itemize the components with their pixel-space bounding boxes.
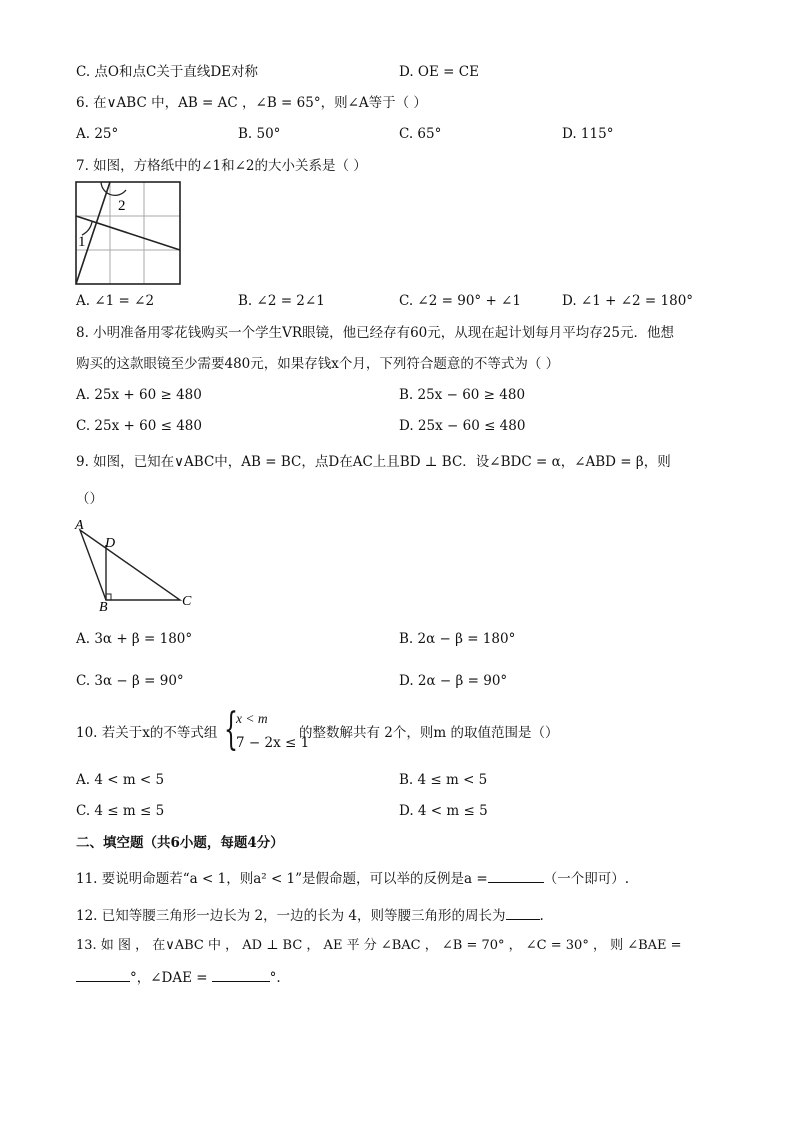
q12-answer-blank[interactable]: [506, 906, 540, 920]
q10-option-b: B. 4 ≤ m < 5: [399, 772, 488, 788]
q13-answer-blank-1[interactable]: [76, 968, 130, 982]
q6-option-c: C. 65°: [399, 126, 442, 142]
q6-option-d: D. 115°: [562, 126, 614, 142]
q7-option-c: C. ∠2 = 90° + ∠1: [399, 293, 521, 309]
q13-line2-end: °.: [269, 970, 281, 986]
q13-stem-line2: [76, 968, 281, 987]
section-heading: 二、填空题（共6小题，每题4分）: [76, 835, 284, 851]
q10-system-brace: {: [224, 704, 238, 755]
q9-label-d: D: [105, 536, 116, 551]
q9-option-c: C. 3α − β = 90°: [76, 673, 184, 689]
q8-option-c: C. 25x + 60 ≤ 480: [76, 418, 202, 434]
q6-stem: 6. 在∨ABC 中，AB = AC ，∠B = 65°，则∠A等于（ ）: [76, 95, 427, 111]
q10-option-d: D. 4 < m ≤ 5: [399, 803, 488, 819]
q8-option-b: B. 25x − 60 ≥ 480: [399, 387, 526, 403]
q7-stem: 7. 如图，方格纸中的∠1和∠2的大小关系是（ ）: [76, 158, 367, 174]
q10-system-line2: 7 − 2x ≤ 1: [236, 735, 310, 751]
q13-line2-mid: °，∠DAE =: [130, 970, 208, 986]
q9-label-a: A: [75, 518, 84, 533]
q8-stem-line2: 购买的这款眼镜至少需要480元，如果存钱x个月，下列符合题意的不等式为（ ）: [76, 356, 560, 372]
q7-option-d: D. ∠1 + ∠2 = 180°: [562, 293, 694, 309]
q7-angle-1-label: 1: [78, 234, 86, 250]
q10-stem-post: 的整数解共有 2个，则m 的取值范围是（）: [299, 725, 559, 741]
q12-stem: [76, 906, 544, 925]
q6-option-b: B. 50°: [238, 126, 281, 142]
q9-label-b: B: [99, 600, 108, 614]
q11-answer-blank[interactable]: [488, 869, 544, 883]
q9-option-b: B. 2α − β = 180°: [399, 631, 516, 647]
q11-stem: [76, 869, 629, 888]
q10-option-c: C. 4 ≤ m ≤ 5: [76, 803, 165, 819]
q8-option-a: A. 25x + 60 ≥ 480: [76, 387, 202, 403]
q7-angle-2-label: 2: [118, 198, 126, 214]
q13-stem-line1: 13. 如 图 ， 在∨ABC 中 ， AD ⊥ BC ， AE 平 分 ∠BAC ， ∠B = 70° ， ∠C = 30° ， 则 ∠BAE =: [76, 938, 682, 953]
q5-option-d: D. OE = CE: [399, 64, 479, 80]
q9-stem-line1: 9. 如图，已知在∨ABC中，AB = BC，点D在AC上且BD ⊥ BC．设∠BDC = α，∠ABD = β，则: [76, 454, 671, 470]
q7-option-a: A. ∠1 = ∠2: [76, 293, 155, 309]
q10-option-a: A. 4 < m < 5: [76, 772, 165, 788]
q9-triangle-figure: [72, 514, 202, 614]
q9-option-d: D. 2α − β = 90°: [399, 673, 508, 689]
q7-grid-figure: [74, 180, 182, 286]
q8-option-d: D. 25x − 60 ≤ 480: [399, 418, 526, 434]
q8-stem-line1: 8. 小明准备用零花钱购买一个学生VR眼镜，他已经存有60元，从现在起计划每月平均存25元．他想: [76, 325, 674, 341]
q11-stem-post: （一个即可）.: [543, 871, 629, 887]
q12-stem-pre: 12. 已知等腰三角形一边长为 2，一边的长为 4，则等腰三角形的周长为: [76, 908, 506, 924]
q9-option-a: A. 3α + β = 180°: [76, 631, 193, 647]
q12-stem-post: .: [539, 908, 544, 924]
q13-answer-blank-2[interactable]: [212, 968, 270, 982]
q5-option-c: C. 点O和点C关于直线DE对称: [76, 64, 259, 80]
q6-option-a: A. 25°: [76, 126, 119, 142]
q11-stem-pre: 11. 要说明命题若“a < 1，则a² < 1”是假命题，可以举的反例是a =: [76, 871, 488, 887]
q7-option-b: B. ∠2 = 2∠1: [238, 293, 325, 309]
q10-system-line1: x < m: [236, 711, 268, 726]
q10-stem-pre: 10. 若关于x的不等式组: [76, 725, 218, 741]
q9-stem-line2: （）: [76, 491, 103, 507]
q9-label-c: C: [182, 594, 192, 609]
